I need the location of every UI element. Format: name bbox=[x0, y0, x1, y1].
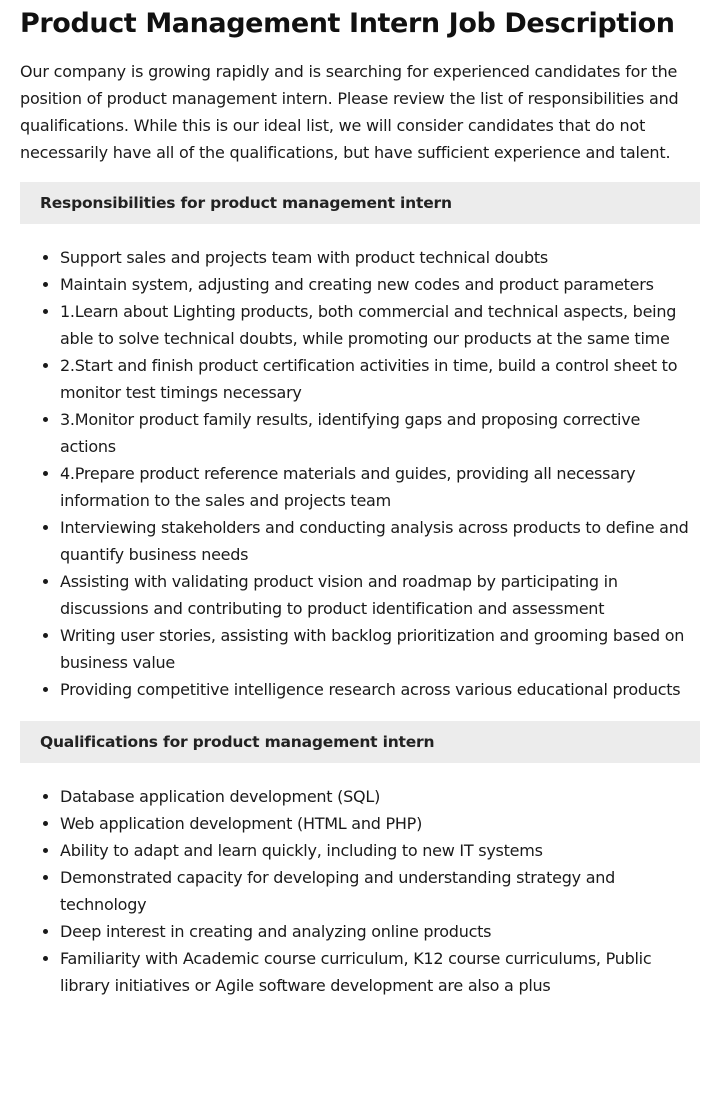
list-item: • Database application development (SQL) bbox=[60, 783, 700, 810]
list-item: • Deep interest in creating and analyzing online products bbox=[60, 918, 700, 945]
list-item: • Demonstrated capacity for developing and understanding strategy and technology bbox=[60, 864, 700, 918]
list-item: • Web application development (HTML and PHP) bbox=[60, 810, 700, 837]
list-item: • 2.Start and finish product certification activities in time, build a control sheet to monitor test timings necessary bbox=[60, 352, 700, 406]
list-item: • Writing user stories, assisting with backlog prioritization and grooming based on business value bbox=[60, 622, 700, 676]
list-item: • Maintain system, adjusting and creating new codes and product parameters bbox=[60, 271, 700, 298]
list-item: • Providing competitive intelligence research across various educational products bbox=[60, 676, 700, 703]
list-item: • Interviewing stakeholders and conducting analysis across products to define and quantify business needs bbox=[60, 514, 700, 568]
responsibilities-heading: Responsibilities for product management intern bbox=[20, 182, 700, 224]
list-item: • 4.Prepare product reference materials and guides, providing all necessary information to the sales and projects team bbox=[60, 460, 700, 514]
list-item: • Support sales and projects team with product technical doubts bbox=[60, 244, 700, 271]
list-item: • Ability to adapt and learn quickly, including to new IT systems bbox=[60, 837, 700, 864]
page-title: Product Management Intern Job Description bbox=[20, 8, 675, 39]
responsibilities-list bbox=[20, 244, 700, 703]
qualifications-list bbox=[20, 783, 700, 999]
list-item: • 1.Learn about Lighting products, both commercial and technical aspects, being able to solve technical doubts, while promoting our products at the same time bbox=[60, 298, 700, 352]
intro-paragraph: Our company is growing rapidly and is searching for experienced candidates for the position of product management intern. Please review the list of responsibilities and qualifications. While this is our ideal list, we will consider candidates that do not necessarily have all of the qualifications, but have sufficient experience and talent. bbox=[20, 62, 679, 162]
list-item: • Familiarity with Academic course curriculum, K12 course curriculums, Public library initiatives or Agile software development are also a plus bbox=[60, 945, 700, 999]
list-item: • 3.Monitor product family results, identifying gaps and proposing corrective actions bbox=[60, 406, 700, 460]
list-item: • Assisting with validating product vision and roadmap by participating in discussions and contributing to product identification and assessment bbox=[60, 568, 700, 622]
qualifications-heading: Qualifications for product management intern bbox=[20, 721, 700, 763]
